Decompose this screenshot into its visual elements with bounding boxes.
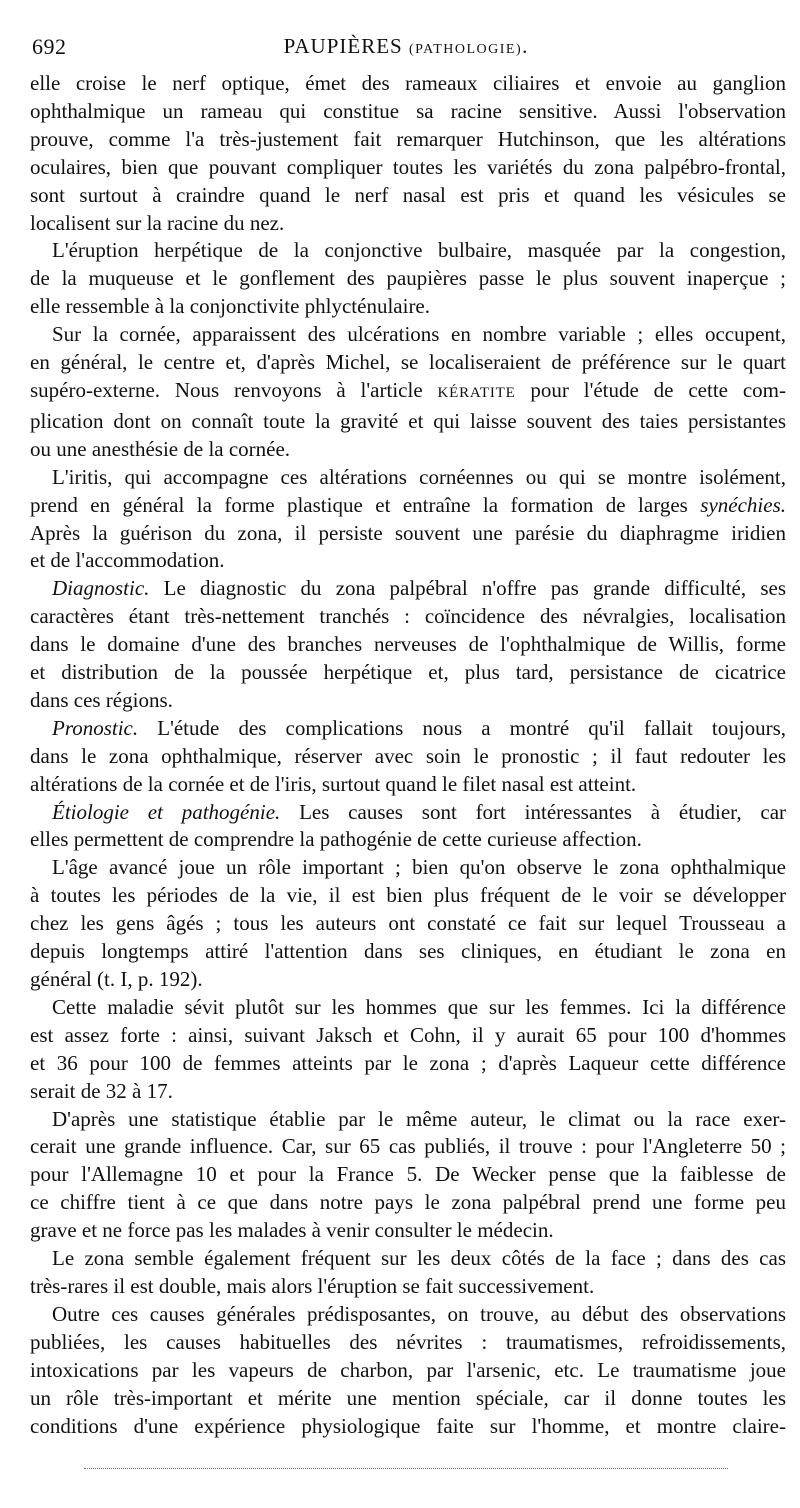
line-text: de la muqueuse et le gonflement des paupières passe le plus souvent inaperçue ; bbox=[30, 266, 786, 291]
text-line bbox=[30, 938, 786, 966]
line-text: L'âge avancé joue un rôle important ; bien qu'on observe le zona ophthalmique bbox=[52, 855, 786, 880]
small-caps-text: KÉRATITE bbox=[437, 384, 516, 401]
text-line bbox=[30, 603, 786, 631]
text-line bbox=[30, 436, 786, 464]
line-text: est assez forte : ainsi, suivant Jaksch et Cohn, il y aurait 65 pour 100 d'hommes bbox=[30, 1022, 786, 1047]
line-text: L'étude des complications nous a montré qu'il fallait toujours, bbox=[138, 715, 786, 740]
line-text: dans le domaine d'une des branches nerveuses de l'ophthalmique de Willis, forme bbox=[30, 632, 786, 657]
text-line bbox=[30, 1217, 786, 1245]
line-text: et distribution de la poussée herpétique et, plus tard, persistance de cicatrice bbox=[30, 660, 786, 685]
italic-text: Étiologie et pathogénie. bbox=[52, 799, 281, 824]
line-text: plication dont on connaît toute la gravité et qui laisse souvent des taies persistantes bbox=[30, 408, 786, 433]
line-text: en général, le centre et, d'après Michel, se localiseraient de préférence sur le quart bbox=[30, 350, 786, 375]
page-number: 692 bbox=[32, 34, 67, 59]
line-text: publiées, les causes habituelles des névrites : traumatismes, refroidissements, bbox=[30, 1329, 786, 1354]
text-line bbox=[30, 349, 786, 377]
text-line bbox=[30, 1022, 786, 1050]
line-text: L'éruption herpétique de la conjonctive bulbaire, masquée par la congestion, bbox=[52, 238, 786, 263]
text-line bbox=[30, 771, 786, 799]
line-text: intoxications par les vapeurs de charbon, par l'arsenic, etc. Le traumatisme joue bbox=[30, 1357, 786, 1382]
text-line bbox=[30, 1161, 786, 1189]
text-line bbox=[30, 1329, 786, 1357]
text-line bbox=[30, 520, 786, 548]
line-text: Après la guérison du zona, il persiste souvent une parésie du diaphragme iridien bbox=[30, 520, 786, 545]
running-title-main: PAUPIÈRES bbox=[283, 34, 403, 58]
italic-text: Pronostic. bbox=[52, 715, 139, 740]
line-text: elle ressemble à la conjonctivite phlycténulaire. bbox=[30, 294, 431, 319]
text-line bbox=[30, 1106, 786, 1134]
line-text: sont surtout à craindre quand le nerf nasal est pris et quand les vésicules se bbox=[30, 182, 786, 207]
line-text: dans le zona ophthalmique, réserver avec soin le pronostic ; il faut redouter les bbox=[30, 743, 786, 768]
text-line bbox=[30, 1078, 786, 1106]
line-text: Cette maladie sévit plutôt sur les hommes que sur les femmes. Ici la différence bbox=[52, 994, 786, 1019]
text-line bbox=[30, 575, 786, 603]
page-header bbox=[24, 0, 788, 60]
text-line bbox=[30, 715, 786, 743]
line-text: caractères étant très-nettement tranchés : coïncidence des névralgies, localisation bbox=[30, 604, 786, 629]
line-text: Outre ces causes générales prédisposantes, on trouve, au début des observations bbox=[52, 1301, 786, 1326]
footer-rule bbox=[84, 1468, 728, 1469]
line-text: un rôle très-important et mérite une mention spéciale, car il donne toutes les bbox=[30, 1385, 786, 1410]
line-text: pour l'Allemagne 10 et pour la France 5. De Wecker pense que la faiblesse de bbox=[30, 1162, 786, 1187]
text-line bbox=[30, 126, 786, 154]
text-line bbox=[30, 265, 786, 293]
text-line bbox=[30, 1189, 786, 1217]
text-line bbox=[30, 631, 786, 659]
line-text: grave et ne force pas les malades à venir consulter le médecin. bbox=[30, 1218, 554, 1243]
text-line bbox=[30, 210, 786, 238]
text-line bbox=[30, 408, 786, 436]
line-text: D'après une statistique établie par le même auteur, le climat ou la race exer- bbox=[52, 1106, 786, 1131]
line-text: localisent sur la racine du nez. bbox=[30, 210, 285, 235]
line-text: depuis longtemps attiré l'attention dans ses cliniques, en étudiant le zona en bbox=[30, 939, 786, 964]
line-text: elles permettent de comprendre la pathogénie de cette curieuse affection. bbox=[30, 827, 642, 852]
line-text: prend en général la forme plastique et entraîne la formation de larges bbox=[30, 492, 701, 517]
text-line bbox=[30, 464, 786, 492]
text-line bbox=[30, 237, 786, 265]
line-text: général (t. I, p. 192). bbox=[30, 967, 203, 991]
text-line bbox=[30, 98, 786, 126]
line-text: Les causes sont fort intéressantes à étudier, car bbox=[280, 799, 787, 824]
line-text: oculaires, bien que pouvant compliquer toutes les variétés du zona palpébro-frontal, bbox=[30, 154, 786, 179]
body-text bbox=[30, 70, 786, 1440]
text-line bbox=[30, 1245, 786, 1273]
line-text: supéro-externe. Nous renvoyons à l'article bbox=[30, 377, 438, 402]
line-text: et de l'accommodation. bbox=[30, 548, 225, 573]
running-title-sub: (PATHOLOGIE) bbox=[408, 42, 523, 57]
italic-text: synéchies. bbox=[700, 492, 786, 517]
line-text: Sur la cornée, apparaissent des ulcérations en nombre variable ; elles occupent, bbox=[52, 322, 786, 347]
text-line bbox=[30, 1050, 786, 1078]
text-line bbox=[30, 659, 786, 687]
text-line bbox=[30, 293, 786, 321]
line-text: Le diagnostic du zona palpébral n'offre pas grande difficulté, ses bbox=[149, 576, 786, 601]
text-line bbox=[30, 1413, 786, 1441]
text-line bbox=[30, 994, 786, 1022]
text-line bbox=[30, 910, 786, 938]
line-text: serait de 32 à 17. bbox=[30, 1078, 173, 1103]
line-text: dans ces régions. bbox=[30, 687, 173, 712]
text-line bbox=[30, 854, 786, 882]
line-text: Le zona semble également fréquent sur les deux côtés de la face ; dans des cas bbox=[52, 1246, 786, 1271]
text-line bbox=[30, 321, 786, 349]
text-line bbox=[30, 154, 786, 182]
line-text: chez les gens âgés ; tous les auteurs ont constaté ce fait sur lequel Trousseau a bbox=[30, 911, 786, 936]
text-line bbox=[30, 1357, 786, 1385]
line-text: ophthalmique un rameau qui constitue sa racine sensitive. Aussi l'observation bbox=[30, 98, 786, 123]
text-line bbox=[30, 1301, 786, 1329]
line-text: ce chiffre tient à ce que dans notre pays le zona palpébral prend une forme peu bbox=[30, 1190, 786, 1215]
text-line bbox=[30, 882, 786, 910]
book-page bbox=[24, 0, 788, 1438]
text-line bbox=[30, 966, 786, 994]
line-text: prouve, comme l'a très-justement fait remarquer Hutchinson, que les altérations bbox=[30, 126, 786, 151]
line-text: L'iritis, qui accompagne ces altérations cornéennes ou qui se montre isolément, bbox=[52, 464, 786, 489]
text-line bbox=[30, 1273, 786, 1301]
text-line bbox=[30, 826, 786, 854]
line-text: cerait une grande influence. Car, sur 65 cas publiés, il trouve : pour l'Angleterre 50 ; bbox=[30, 1134, 786, 1159]
text-line bbox=[30, 687, 786, 715]
line-text: conditions d'une expérience physiologique faite sur l'homme, et montre claire- bbox=[30, 1413, 786, 1438]
text-line bbox=[30, 182, 786, 210]
italic-text: Diagnostic. bbox=[52, 576, 150, 601]
running-title-end: . bbox=[522, 34, 529, 58]
text-line bbox=[30, 1385, 786, 1413]
text-line bbox=[30, 547, 786, 575]
line-text: pour l'étude de cette com- bbox=[515, 377, 786, 402]
text-line bbox=[30, 492, 786, 520]
text-line bbox=[30, 70, 786, 98]
line-text: à toutes les périodes de la vie, il est bien plus fréquent de le voir se développer bbox=[30, 883, 786, 908]
line-text: très-rares il est double, mais alors l'éruption se fait successivement. bbox=[30, 1273, 595, 1298]
text-line bbox=[30, 1133, 786, 1161]
line-text: ou une anesthésie de la cornée. bbox=[30, 436, 291, 461]
text-line bbox=[30, 799, 786, 827]
line-text: elle croise le nerf optique, émet des rameaux ciliaires et envoie au ganglion bbox=[30, 71, 786, 95]
text-line bbox=[30, 377, 786, 408]
running-title bbox=[24, 34, 788, 59]
paragraph-block bbox=[30, 70, 786, 1440]
line-text: altérations de la cornée et de l'iris, surtout quand le filet nasal est atteint. bbox=[30, 771, 637, 796]
text-line bbox=[30, 743, 786, 771]
line-text: et 36 pour 100 de femmes atteints par le zona ; d'après Laqueur cette différence bbox=[30, 1050, 786, 1075]
